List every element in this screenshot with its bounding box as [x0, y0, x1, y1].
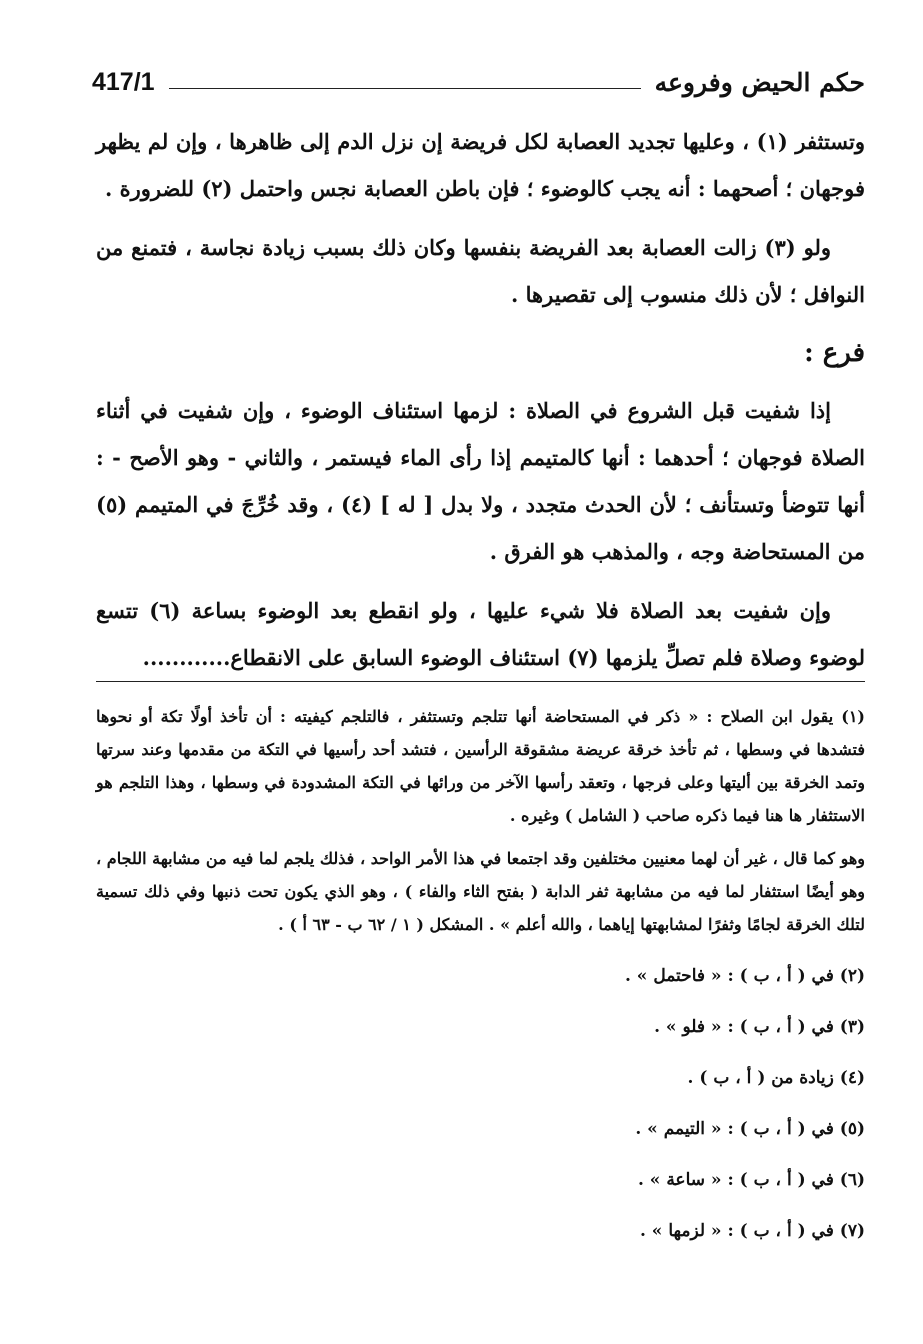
footnote-3: (٣) في ( أ ، ب ) : « فلو » .	[654, 1017, 865, 1037]
section-heading: فرع :	[804, 338, 865, 368]
header-rule	[169, 88, 641, 89]
paragraph-4: وإن شفيت بعد الصلاة فلا شيء عليها ، ولو انقطع بعد الوضوء بساعة (٦) تتسع لوضوء وصلاة فلم تصلِّ يلزمها (٧) استئناف الوضوء السابق على الانقطاع............	[96, 598, 865, 670]
main-text	[96, 118, 865, 693]
paragraph-1: وتستثفر (١) ، وعليها تجديد العصابة لكل فريضة إن نزل الدم إلى ظاهرها ، وإن لم يظهر فوجهان ؛ أصحهما : أنه يجب كالوضوء ؛ فإن باطن العصابة نجس واحتمل (٢) للضرورة .	[96, 129, 866, 201]
chapter-title: حكم الحيض وفروعه	[654, 67, 865, 97]
page-number: 417/1	[92, 67, 155, 96]
running-header	[92, 62, 865, 102]
footnote-1-continued: وهو كما قال ، غير أن لهما معنيين مختلفين وقد اجتمعا في هذا الأمر الواحد ، فذلك يلجم لما فيه من مشابهة اللجام ، وهو أيضًا استثفار لما فيه من مشابهة ثفر الدابة ( بفتح الثاء والفاء ) ، وهو الذي يكون تحت ذنبها وفي ذلك تسمية لتلك الخرقة لجامًا وثفرًا لمشابهتها إياهما ، والله أعلم » . المشكل ( ١ / ٦٢ ب - ٦٣ أ ) .	[96, 849, 866, 934]
footnotes	[96, 700, 865, 1257]
footnote-4: (٤) زيادة من ( أ ، ب ) .	[687, 1068, 865, 1088]
footnote-6: (٦) في ( أ ، ب ) : « ساعة » .	[637, 1170, 865, 1190]
footnote-7: (٧) في ( أ ، ب ) : « لزمها » .	[639, 1221, 865, 1241]
footnote-5: (٥) في ( أ ، ب ) : « التيمم » .	[635, 1119, 865, 1139]
footnote-2: (٢) في ( أ ، ب ) : « فاحتمل » .	[624, 966, 865, 986]
paragraph-3: إذا شفيت قبل الشروع في الصلاة : لزمها استئناف الوضوء ، وإن شفيت في أثناء الصلاة فوجهان ؛ أحدهما : أنها كالمتيمم إذا رأى الماء فيستمر ، والثاني - وهو الأصح - : أنها تتوضأ وتستأنف ؛ لأن الحدث متجدد ، ولا بدل [ له ] (٤) ، وقد خُرِّجَ في المتيمم (٥) من المستحاضة وجه ، والمذهب هو الفرق .	[96, 398, 865, 564]
paragraph-2: ولو (٣) زالت العصابة بعد الفريضة بنفسها وكان ذلك بسبب زيادة نجاسة ، فتمنع من النوافل ؛ لأن ذلك منسوب إلى تقصيرها .	[96, 235, 865, 307]
footnote-separator	[96, 681, 865, 682]
footnote-1: (١) يقول ابن الصلاح : « ذكر في المستحاضة أنها تتلجم وتستثفر ، فالتلجم كيفيته : أن تأخذ أولًا تكة أو نحوها فتشدها في وسطها ، ثم تأخذ خرقة عريضة مشقوقة الرأسين ، فتشد أحد رأسيها في التكة من مقدمها وعند سرتها وتمد الخرقة بين أليتها وعلى فرجها ، وتعقد رأسها الآخر من ورائها في التكة المشدودة في وسطها ، وهذا التلجم هو الاستثفار ها هنا فيما ذكره صاحب ( الشامل ) وغيره .	[96, 707, 865, 825]
